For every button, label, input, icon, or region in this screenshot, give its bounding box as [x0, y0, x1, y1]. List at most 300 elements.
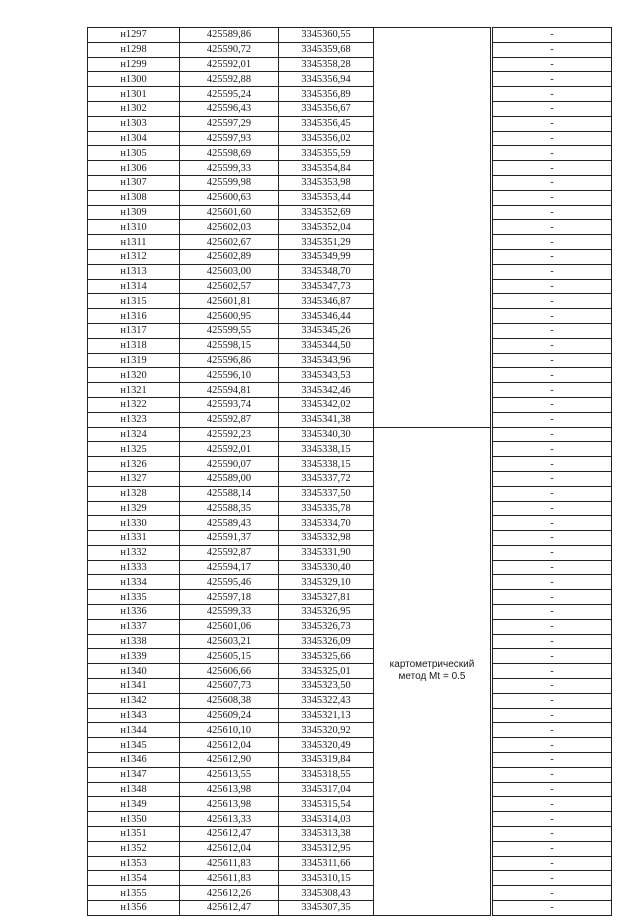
- description-cell: -: [493, 575, 612, 590]
- table-row: [88, 738, 612, 753]
- y-coordinate-cell: 3345347,73: [279, 279, 374, 294]
- table-row: [88, 457, 612, 472]
- x-coordinate-cell: 425602,67: [180, 235, 279, 250]
- x-coordinate-cell: 425612,04: [180, 841, 279, 856]
- y-coordinate-cell: 3345338,15: [279, 457, 374, 472]
- table-row: [88, 294, 612, 309]
- point-id-cell: н1322: [88, 397, 180, 412]
- description-cell: -: [493, 412, 612, 427]
- x-coordinate-cell: 425602,03: [180, 220, 279, 235]
- y-coordinate-cell: 3345341,38: [279, 412, 374, 427]
- y-coordinate-cell: 3345322,43: [279, 693, 374, 708]
- table-row: [88, 516, 612, 531]
- table-row: [88, 531, 612, 546]
- table-row: [88, 397, 612, 412]
- table-row: [88, 590, 612, 605]
- point-id-cell: н1312: [88, 249, 180, 264]
- description-cell: -: [493, 457, 612, 472]
- coordinates-table-container: [87, 27, 605, 916]
- point-id-cell: н1325: [88, 442, 180, 457]
- y-coordinate-cell: 3345308,43: [279, 886, 374, 901]
- x-coordinate-cell: 425611,83: [180, 856, 279, 871]
- point-id-cell: н1298: [88, 42, 180, 57]
- description-cell: -: [493, 841, 612, 856]
- point-id-cell: н1311: [88, 235, 180, 250]
- x-coordinate-cell: 425609,24: [180, 708, 279, 723]
- description-cell: -: [493, 871, 612, 886]
- y-coordinate-cell: 3345356,67: [279, 101, 374, 116]
- description-cell: -: [493, 560, 612, 575]
- y-coordinate-cell: 3345343,53: [279, 368, 374, 383]
- description-cell: -: [493, 545, 612, 560]
- x-coordinate-cell: 425612,47: [180, 901, 279, 916]
- point-id-cell: н1345: [88, 738, 180, 753]
- x-coordinate-cell: 425591,37: [180, 531, 279, 546]
- table-row: [88, 649, 612, 664]
- point-id-cell: н1303: [88, 116, 180, 131]
- point-id-cell: н1306: [88, 161, 180, 176]
- x-coordinate-cell: 425613,98: [180, 797, 279, 812]
- description-cell: -: [493, 353, 612, 368]
- table-row: [88, 264, 612, 279]
- point-id-cell: н1304: [88, 131, 180, 146]
- table-row: [88, 560, 612, 575]
- description-cell: -: [493, 679, 612, 694]
- table-row: [88, 427, 612, 442]
- x-coordinate-cell: 425592,87: [180, 412, 279, 427]
- table-row: [88, 501, 612, 516]
- y-coordinate-cell: 3345352,69: [279, 205, 374, 220]
- description-cell: -: [493, 827, 612, 842]
- description-cell: -: [493, 797, 612, 812]
- table-row: [88, 901, 612, 916]
- table-row: [88, 812, 612, 827]
- x-coordinate-cell: 425606,66: [180, 664, 279, 679]
- table-row: [88, 235, 612, 250]
- y-coordinate-cell: 3345327,81: [279, 590, 374, 605]
- point-id-cell: н1342: [88, 693, 180, 708]
- y-coordinate-cell: 3345356,94: [279, 72, 374, 87]
- table-row: [88, 205, 612, 220]
- x-coordinate-cell: 425589,43: [180, 516, 279, 531]
- y-coordinate-cell: 3345344,50: [279, 338, 374, 353]
- table-row: [88, 220, 612, 235]
- description-cell: -: [493, 605, 612, 620]
- description-cell: -: [493, 279, 612, 294]
- description-cell: -: [493, 753, 612, 768]
- y-coordinate-cell: 3345353,44: [279, 190, 374, 205]
- point-id-cell: н1351: [88, 827, 180, 842]
- table-row: [88, 886, 612, 901]
- y-coordinate-cell: 3345312,95: [279, 841, 374, 856]
- x-coordinate-cell: 425601,81: [180, 294, 279, 309]
- description-cell: -: [493, 738, 612, 753]
- y-coordinate-cell: 3345356,89: [279, 87, 374, 102]
- x-coordinate-cell: 425611,83: [180, 871, 279, 886]
- description-cell: -: [493, 901, 612, 916]
- point-id-cell: н1313: [88, 264, 180, 279]
- y-coordinate-cell: 3345326,73: [279, 619, 374, 634]
- y-coordinate-cell: 3345325,66: [279, 649, 374, 664]
- y-coordinate-cell: 3345311,66: [279, 856, 374, 871]
- table-row: [88, 72, 612, 87]
- point-id-cell: н1320: [88, 368, 180, 383]
- method-label-line-2: метод Mt = 0.5: [398, 671, 466, 683]
- point-id-cell: н1354: [88, 871, 180, 886]
- table-row: [88, 486, 612, 501]
- x-coordinate-cell: 425598,15: [180, 338, 279, 353]
- description-cell: -: [493, 294, 612, 309]
- table-row: [88, 146, 612, 161]
- x-coordinate-cell: 425612,26: [180, 886, 279, 901]
- x-coordinate-cell: 425607,73: [180, 679, 279, 694]
- point-id-cell: н1308: [88, 190, 180, 205]
- x-coordinate-cell: 425601,60: [180, 205, 279, 220]
- point-id-cell: н1343: [88, 708, 180, 723]
- y-coordinate-cell: 3345337,50: [279, 486, 374, 501]
- x-coordinate-cell: 425603,00: [180, 264, 279, 279]
- table-row: [88, 338, 612, 353]
- y-coordinate-cell: 3345358,28: [279, 57, 374, 72]
- x-coordinate-cell: 425592,88: [180, 72, 279, 87]
- coordinates-table-body: [88, 28, 612, 916]
- point-id-cell: н1299: [88, 57, 180, 72]
- table-row: [88, 87, 612, 102]
- description-cell: -: [493, 131, 612, 146]
- description-cell: -: [493, 235, 612, 250]
- table-row: [88, 161, 612, 176]
- table-row: [88, 634, 612, 649]
- y-coordinate-cell: 3345353,98: [279, 175, 374, 190]
- description-cell: -: [493, 708, 612, 723]
- table-row: [88, 279, 612, 294]
- y-coordinate-cell: 3345320,49: [279, 738, 374, 753]
- x-coordinate-cell: 425612,90: [180, 753, 279, 768]
- y-coordinate-cell: 3345323,50: [279, 679, 374, 694]
- table-row: [88, 856, 612, 871]
- description-cell: -: [493, 619, 612, 634]
- x-coordinate-cell: 425598,69: [180, 146, 279, 161]
- table-row: [88, 871, 612, 886]
- point-id-cell: н1335: [88, 590, 180, 605]
- x-coordinate-cell: 425595,24: [180, 87, 279, 102]
- y-coordinate-cell: 3345348,70: [279, 264, 374, 279]
- point-id-cell: н1324: [88, 427, 180, 442]
- table-row: [88, 57, 612, 72]
- method-cell-group-2: [374, 427, 491, 915]
- table-row: [88, 190, 612, 205]
- y-coordinate-cell: 3345354,84: [279, 161, 374, 176]
- y-coordinate-cell: 3345314,03: [279, 812, 374, 827]
- description-cell: -: [493, 501, 612, 516]
- table-row: [88, 708, 612, 723]
- description-cell: -: [493, 161, 612, 176]
- description-cell: -: [493, 323, 612, 338]
- x-coordinate-cell: 425600,63: [180, 190, 279, 205]
- table-row: [88, 412, 612, 427]
- description-cell: -: [493, 220, 612, 235]
- table-row: [88, 101, 612, 116]
- table-row: [88, 175, 612, 190]
- table-row: [88, 605, 612, 620]
- method-cell-group-1: [374, 28, 491, 428]
- x-coordinate-cell: 425597,93: [180, 131, 279, 146]
- y-coordinate-cell: 3345346,87: [279, 294, 374, 309]
- y-coordinate-cell: 3345355,59: [279, 146, 374, 161]
- description-cell: -: [493, 338, 612, 353]
- y-coordinate-cell: 3345318,55: [279, 767, 374, 782]
- point-id-cell: н1355: [88, 886, 180, 901]
- x-coordinate-cell: 425599,98: [180, 175, 279, 190]
- x-coordinate-cell: 425601,06: [180, 619, 279, 634]
- table-row: [88, 309, 612, 324]
- x-coordinate-cell: 425605,15: [180, 649, 279, 664]
- x-coordinate-cell: 425590,07: [180, 457, 279, 472]
- description-cell: -: [493, 146, 612, 161]
- y-coordinate-cell: 3345334,70: [279, 516, 374, 531]
- description-cell: -: [493, 205, 612, 220]
- y-coordinate-cell: 3345320,92: [279, 723, 374, 738]
- table-row: [88, 797, 612, 812]
- description-cell: -: [493, 516, 612, 531]
- description-cell: -: [493, 57, 612, 72]
- description-cell: -: [493, 664, 612, 679]
- point-id-cell: н1352: [88, 841, 180, 856]
- method-label-line-1: картометрический: [389, 659, 475, 671]
- point-id-cell: н1339: [88, 649, 180, 664]
- point-id-cell: н1353: [88, 856, 180, 871]
- x-coordinate-cell: 425592,23: [180, 427, 279, 442]
- y-coordinate-cell: 3345342,02: [279, 397, 374, 412]
- y-coordinate-cell: 3345345,26: [279, 323, 374, 338]
- description-cell: -: [493, 87, 612, 102]
- table-row: [88, 323, 612, 338]
- table-row: [88, 471, 612, 486]
- y-coordinate-cell: 3345317,04: [279, 782, 374, 797]
- y-coordinate-cell: 3345356,02: [279, 131, 374, 146]
- x-coordinate-cell: 425592,01: [180, 57, 279, 72]
- point-id-cell: н1327: [88, 471, 180, 486]
- point-id-cell: н1330: [88, 516, 180, 531]
- x-coordinate-cell: 425588,14: [180, 486, 279, 501]
- x-coordinate-cell: 425597,18: [180, 590, 279, 605]
- point-id-cell: н1310: [88, 220, 180, 235]
- point-id-cell: н1334: [88, 575, 180, 590]
- table-row: [88, 353, 612, 368]
- y-coordinate-cell: 3345337,72: [279, 471, 374, 486]
- description-cell: -: [493, 723, 612, 738]
- x-coordinate-cell: 425592,87: [180, 545, 279, 560]
- description-cell: -: [493, 812, 612, 827]
- description-cell: -: [493, 116, 612, 131]
- y-coordinate-cell: 3345326,09: [279, 634, 374, 649]
- description-cell: -: [493, 634, 612, 649]
- y-coordinate-cell: 3345346,44: [279, 309, 374, 324]
- description-cell: -: [493, 101, 612, 116]
- point-id-cell: н1346: [88, 753, 180, 768]
- y-coordinate-cell: 3345338,15: [279, 442, 374, 457]
- y-coordinate-cell: 3345307,35: [279, 901, 374, 916]
- description-cell: -: [493, 590, 612, 605]
- point-id-cell: н1336: [88, 605, 180, 620]
- table-row: [88, 753, 612, 768]
- x-coordinate-cell: 425602,89: [180, 249, 279, 264]
- y-coordinate-cell: 3345332,98: [279, 531, 374, 546]
- x-coordinate-cell: 425600,95: [180, 309, 279, 324]
- table-row: [88, 827, 612, 842]
- y-coordinate-cell: 3345340,30: [279, 427, 374, 442]
- point-id-cell: н1318: [88, 338, 180, 353]
- y-coordinate-cell: 3345349,99: [279, 249, 374, 264]
- description-cell: -: [493, 486, 612, 501]
- table-row: [88, 131, 612, 146]
- table-row: [88, 575, 612, 590]
- point-id-cell: н1350: [88, 812, 180, 827]
- point-id-cell: н1338: [88, 634, 180, 649]
- x-coordinate-cell: 425608,38: [180, 693, 279, 708]
- description-cell: -: [493, 28, 612, 43]
- table-row: [88, 693, 612, 708]
- description-cell: -: [493, 886, 612, 901]
- description-cell: -: [493, 782, 612, 797]
- point-id-cell: н1307: [88, 175, 180, 190]
- point-id-cell: н1340: [88, 664, 180, 679]
- table-row: [88, 116, 612, 131]
- description-cell: -: [493, 693, 612, 708]
- point-id-cell: н1309: [88, 205, 180, 220]
- description-cell: -: [493, 309, 612, 324]
- y-coordinate-cell: 3345319,84: [279, 753, 374, 768]
- point-id-cell: н1315: [88, 294, 180, 309]
- y-coordinate-cell: 3345360,55: [279, 28, 374, 43]
- x-coordinate-cell: 425613,98: [180, 782, 279, 797]
- table-row: [88, 442, 612, 457]
- description-cell: -: [493, 531, 612, 546]
- y-coordinate-cell: 3345329,10: [279, 575, 374, 590]
- x-coordinate-cell: 425599,33: [180, 605, 279, 620]
- x-coordinate-cell: 425593,74: [180, 397, 279, 412]
- table-row: [88, 42, 612, 57]
- description-cell: -: [493, 190, 612, 205]
- description-cell: -: [493, 264, 612, 279]
- x-coordinate-cell: 425610,10: [180, 723, 279, 738]
- table-row: [88, 249, 612, 264]
- table-row: [88, 383, 612, 398]
- description-cell: -: [493, 72, 612, 87]
- point-id-cell: н1337: [88, 619, 180, 634]
- point-id-cell: н1305: [88, 146, 180, 161]
- y-coordinate-cell: 3345310,15: [279, 871, 374, 886]
- x-coordinate-cell: 425612,04: [180, 738, 279, 753]
- point-id-cell: н1331: [88, 531, 180, 546]
- point-id-cell: н1301: [88, 87, 180, 102]
- x-coordinate-cell: 425589,00: [180, 471, 279, 486]
- point-id-cell: н1316: [88, 309, 180, 324]
- y-coordinate-cell: 3345356,45: [279, 116, 374, 131]
- x-coordinate-cell: 425592,01: [180, 442, 279, 457]
- x-coordinate-cell: 425588,35: [180, 501, 279, 516]
- table-row: [88, 841, 612, 856]
- x-coordinate-cell: 425589,86: [180, 28, 279, 43]
- description-cell: -: [493, 767, 612, 782]
- description-cell: -: [493, 397, 612, 412]
- point-id-cell: н1333: [88, 560, 180, 575]
- y-coordinate-cell: 3345313,38: [279, 827, 374, 842]
- y-coordinate-cell: 3345359,68: [279, 42, 374, 57]
- point-id-cell: н1317: [88, 323, 180, 338]
- point-id-cell: н1314: [88, 279, 180, 294]
- x-coordinate-cell: 425596,10: [180, 368, 279, 383]
- table-row: [88, 28, 612, 43]
- y-coordinate-cell: 3345335,78: [279, 501, 374, 516]
- table-row: [88, 767, 612, 782]
- y-coordinate-cell: 3345315,54: [279, 797, 374, 812]
- description-cell: -: [493, 442, 612, 457]
- x-coordinate-cell: 425594,81: [180, 383, 279, 398]
- description-cell: -: [493, 471, 612, 486]
- point-id-cell: н1329: [88, 501, 180, 516]
- point-id-cell: н1347: [88, 767, 180, 782]
- table-row: [88, 782, 612, 797]
- description-cell: -: [493, 249, 612, 264]
- point-id-cell: н1344: [88, 723, 180, 738]
- point-id-cell: н1321: [88, 383, 180, 398]
- description-cell: -: [493, 427, 612, 442]
- description-cell: -: [493, 42, 612, 57]
- x-coordinate-cell: 425597,29: [180, 116, 279, 131]
- y-coordinate-cell: 3345325,01: [279, 664, 374, 679]
- point-id-cell: н1348: [88, 782, 180, 797]
- point-id-cell: н1302: [88, 101, 180, 116]
- y-coordinate-cell: 3345342,46: [279, 383, 374, 398]
- description-cell: -: [493, 856, 612, 871]
- table-row: [88, 619, 612, 634]
- x-coordinate-cell: 425599,33: [180, 161, 279, 176]
- description-cell: -: [493, 649, 612, 664]
- y-coordinate-cell: 3345330,40: [279, 560, 374, 575]
- description-cell: -: [493, 175, 612, 190]
- table-row: [88, 723, 612, 738]
- table-row: [88, 664, 612, 679]
- x-coordinate-cell: 425594,17: [180, 560, 279, 575]
- y-coordinate-cell: 3345352,04: [279, 220, 374, 235]
- point-id-cell: н1349: [88, 797, 180, 812]
- point-id-cell: н1332: [88, 545, 180, 560]
- x-coordinate-cell: 425590,72: [180, 42, 279, 57]
- point-id-cell: н1341: [88, 679, 180, 694]
- x-coordinate-cell: 425596,43: [180, 101, 279, 116]
- y-coordinate-cell: 3345343,96: [279, 353, 374, 368]
- description-cell: -: [493, 383, 612, 398]
- table-row: [88, 545, 612, 560]
- description-cell: -: [493, 368, 612, 383]
- x-coordinate-cell: 425596,86: [180, 353, 279, 368]
- y-coordinate-cell: 3345351,29: [279, 235, 374, 250]
- coordinates-table: [87, 27, 612, 916]
- x-coordinate-cell: 425599,55: [180, 323, 279, 338]
- y-coordinate-cell: 3345321,13: [279, 708, 374, 723]
- point-id-cell: н1300: [88, 72, 180, 87]
- table-row: [88, 679, 612, 694]
- x-coordinate-cell: 425612,47: [180, 827, 279, 842]
- table-row: [88, 368, 612, 383]
- x-coordinate-cell: 425613,33: [180, 812, 279, 827]
- point-id-cell: н1319: [88, 353, 180, 368]
- point-id-cell: н1323: [88, 412, 180, 427]
- point-id-cell: н1297: [88, 28, 180, 43]
- y-coordinate-cell: 3345331,90: [279, 545, 374, 560]
- x-coordinate-cell: 425613,55: [180, 767, 279, 782]
